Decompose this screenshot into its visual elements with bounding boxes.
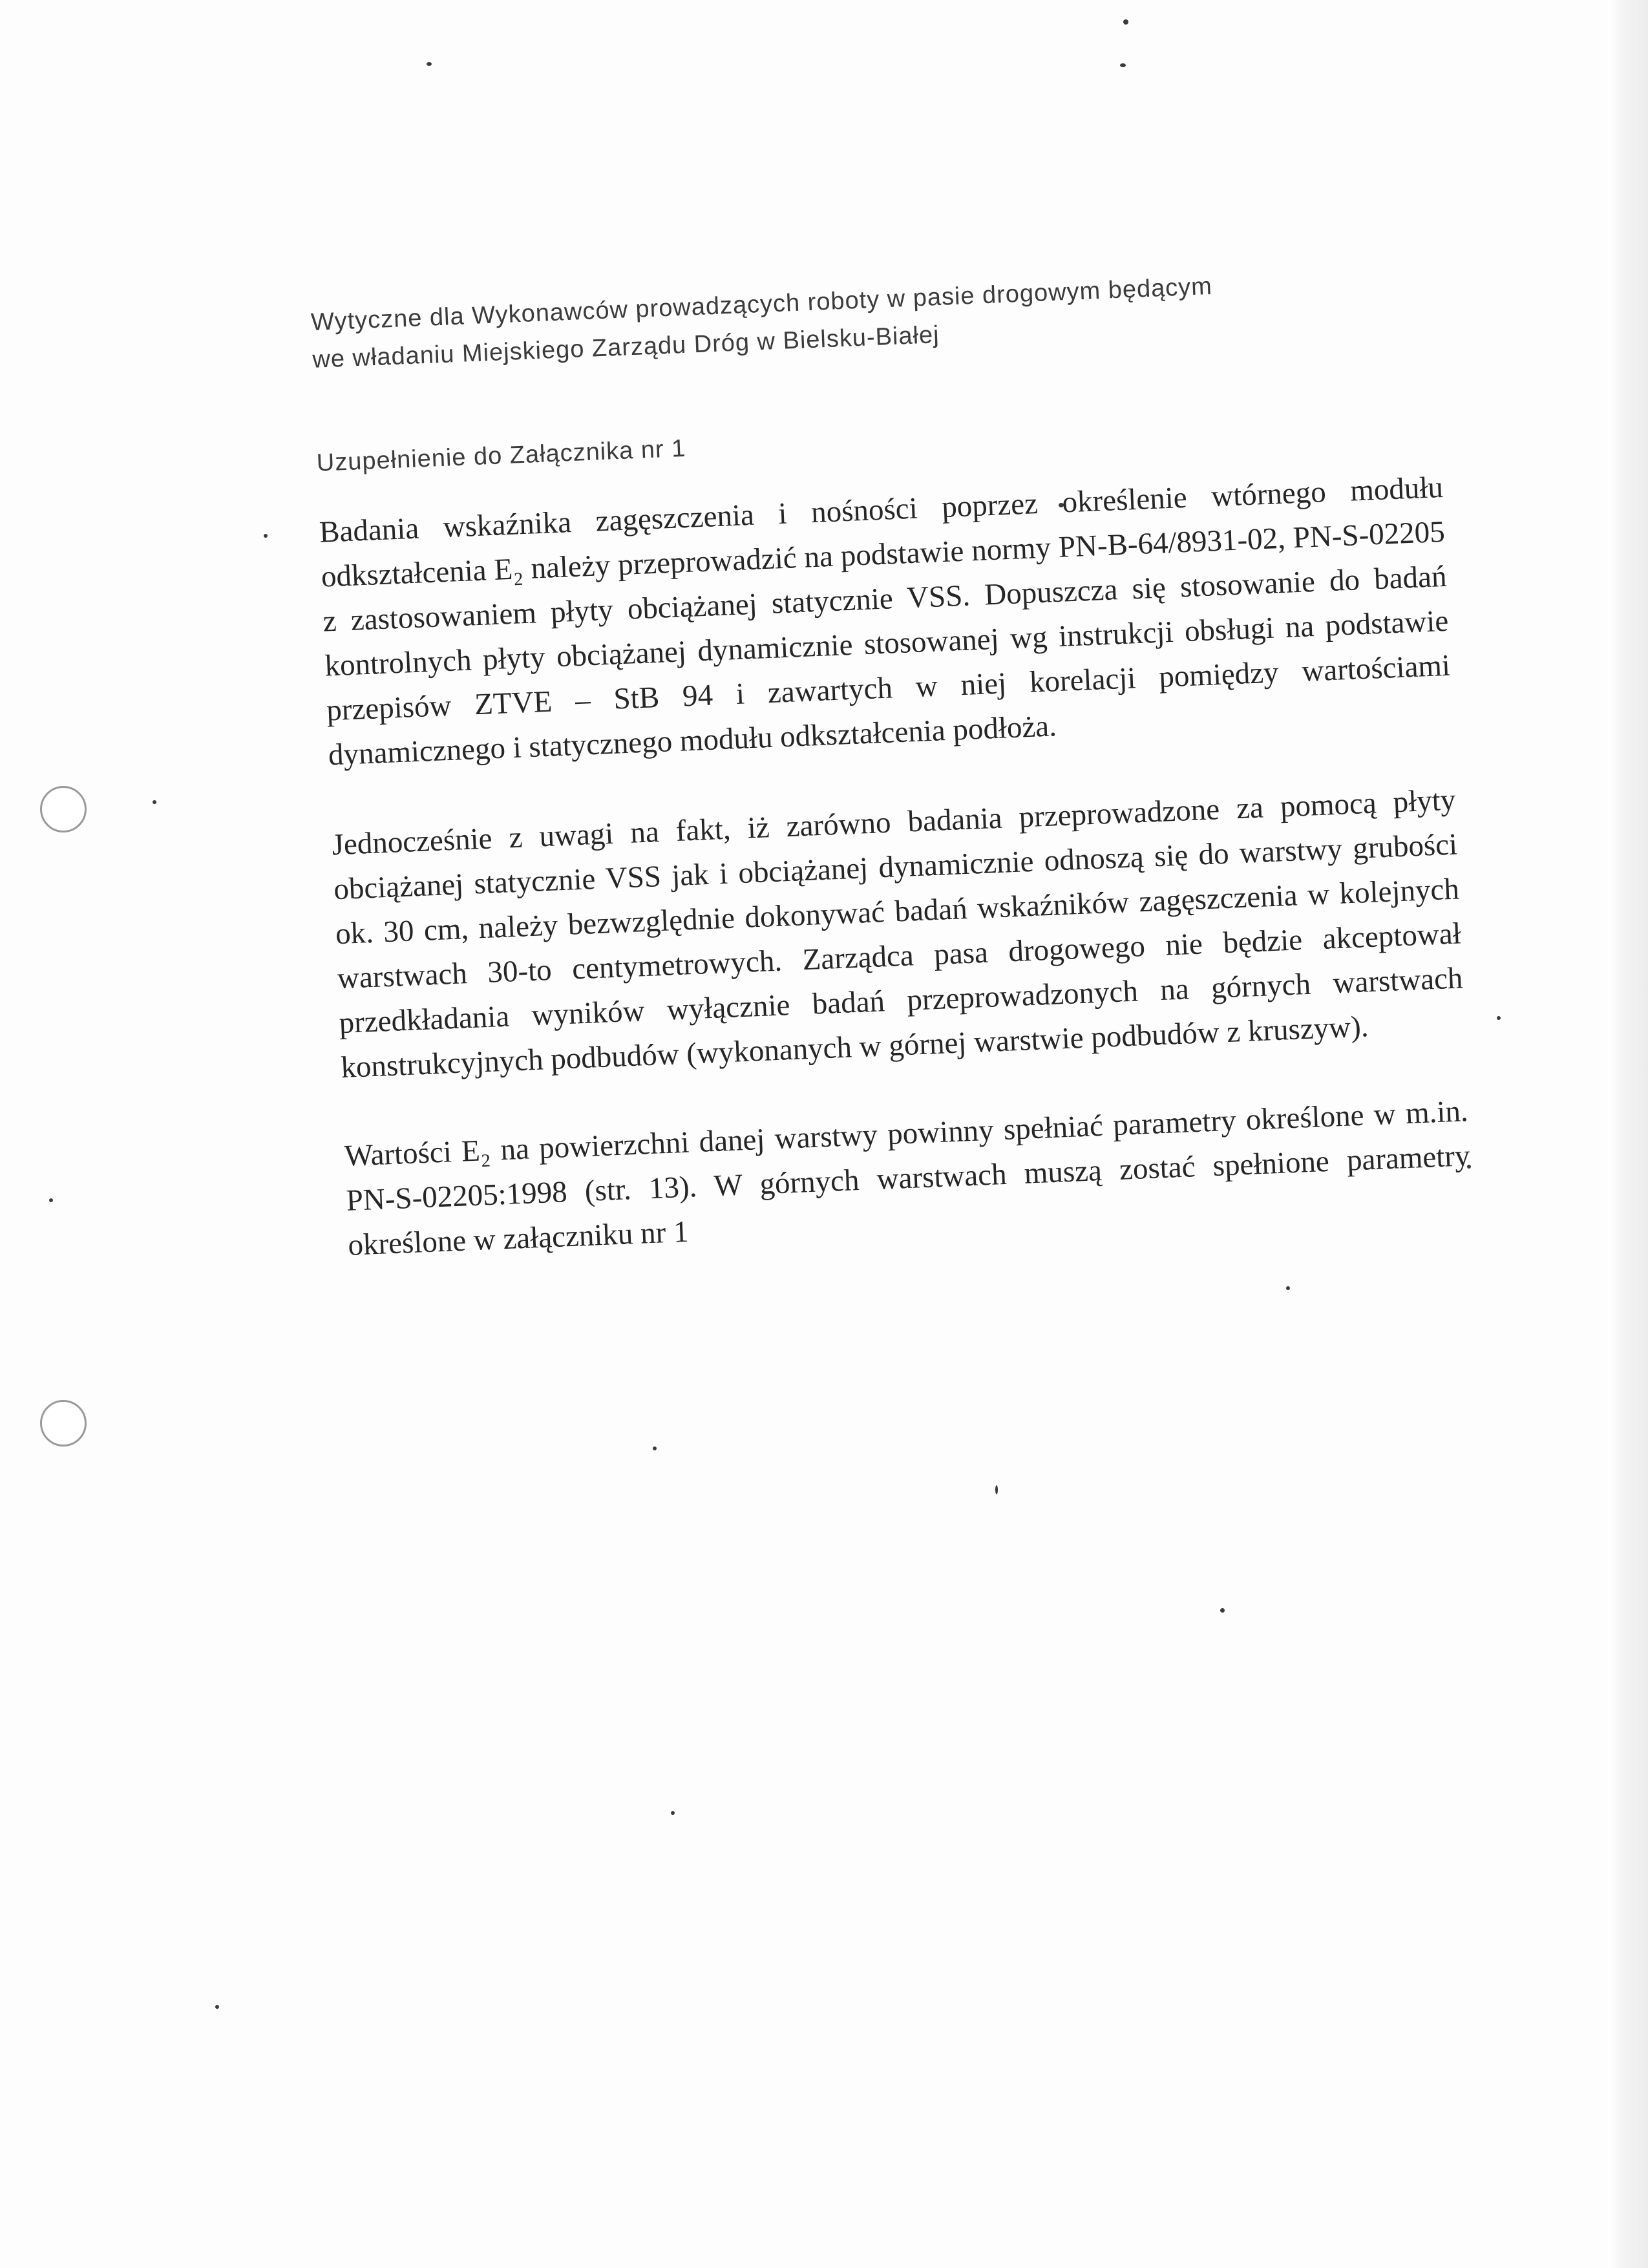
scan-speck	[1120, 63, 1126, 67]
scan-speck	[49, 1198, 53, 1202]
attachment-supplement-heading: Uzupełnienie do Załącznika nr 1	[316, 434, 687, 477]
paragraph-e2-values: Wartości E₂ na powierzchni danej warstwy powinny spełniać parametry określone w m.in. PN-S-02205:1998 (str. 13). W górnych warstwach muszą zostać spełnione parametry określone w załączniku nr 1	[343, 1094, 1471, 1262]
scan-speck	[1123, 19, 1128, 25]
scan-speck	[995, 1485, 998, 1494]
scan-edge-shadow	[1608, 0, 1648, 2268]
punch-hole	[40, 786, 87, 832]
document-title-line-2: we władaniu Miejskiego Zarządu Dróg w Bielsku-Białej	[312, 321, 940, 374]
scan-speck	[671, 1811, 675, 1815]
scan-speck	[1220, 1608, 1225, 1613]
paragraph-compaction-testing: Badania wskaźnika zagęszczenia i nośności poprzez określenie wtórnego modułu odkształcenia E₂ należy przeprowadzić na podstawie normy PN-B-64/8931-02, PN-S-02205 z zastosowaniem płyty obciążanej statycznie VSS. Dopuszcza się stosowanie do badań kontrolnych płyty obciążanej dynamicznie stosowanej wg instrukcji obsługi na podstawie przepisów ZTVE – StB 94 i zawartych w niej korelacji pomiędzy wartościami dynamicznego i statycznego modułu odkształcenia podłoża.	[319, 470, 1451, 772]
document-body	[310, 259, 1473, 1268]
scan-speck	[1286, 1286, 1290, 1290]
scan-speck	[653, 1447, 657, 1450]
scan-speck	[215, 2005, 219, 2009]
scan-speck	[427, 62, 432, 66]
document-title-line-1: Wytyczne dla Wykonawców prowadzących roboty w pasie drogowym będącym	[310, 272, 1213, 336]
paragraph-layer-testing: Jednocześnie z uwagi na fakt, iż zarówno badania przeprowadzone za pomocą płyty obciążanej statycznie VSS jak i obciążanej dynamicznie odnoszą się do warstwy grubości ok. 30 cm, należy bezwzględnie dokonywać badań wskaźników zagęszczenia w kolejnych warstwach 30-to centymetrowych. Zarządca pasa drogowego nie będzie akceptował przedkładania wyników wyłącznie badań przeprowadzonych na górnych warstwach konstrukcyjnych podbudów (wykonanych w górnej warstwie podbudów z kruszyw).	[331, 783, 1464, 1085]
punch-hole	[40, 1400, 87, 1447]
scan-speck	[264, 534, 268, 538]
scan-speck	[1497, 1016, 1501, 1020]
scan-speck	[153, 800, 156, 804]
